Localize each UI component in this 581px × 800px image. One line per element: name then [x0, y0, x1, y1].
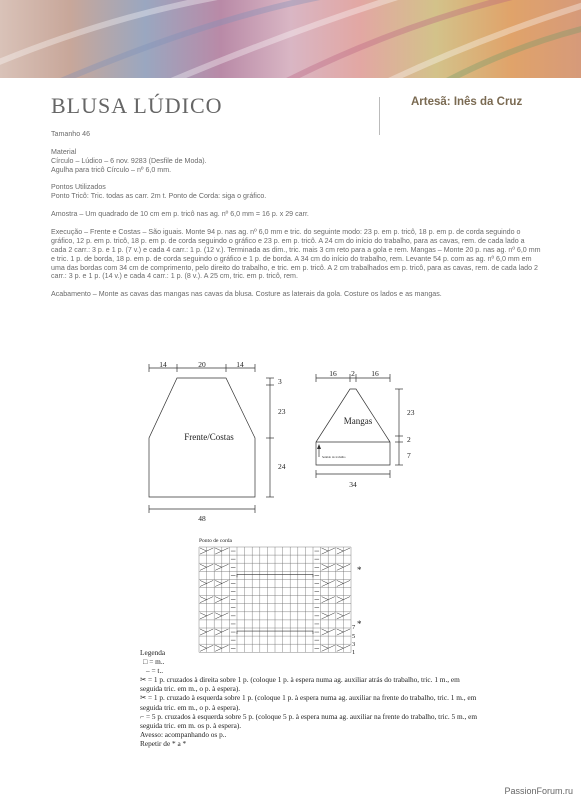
execution-text: Execução – Frente e Costas – São iguais. Monte 94 p. nas ag. nº 6,0 mm e tric. do seguinte modo: 23 p. em p. tricô, 18 p. em p. de corda seguindo o gráfico, 12 p. em p. tricô, 18 p. em p. de corda seguindo o gráfico e 23 p. em p. tricô. A 24 cm do início do trabalho, para as cavas, rem. de cada lado a cada 2 carr.: 3 p. e 1 p. (7 v.) e cada 4 carr.: 1 p. (12 v.). Terminada as dim., tric. mais 3 cm reto para a gola e rem. Mangas – Monte 20 p. nas ag. nº 6,0 mm e tric. 1 p. de borda, 18 p. em p. de corda seguindo o gráfico e 1 p. de borda. A 34 cm do início do trabalho, rem. Levante 54 p. com as ag. nº 6,0 mm em uma das bordas com 34 cm de comprimento, pelo direito do trabalho, e tric. em p. tricô. A 2 cm trabalhados em p. tricô, para as cavas, rem. de cada lado 2 carr.: 3 p. e 1 p. (14 v.) e cada 4 carr.: 1 p. (8 v.). A 25 cm, tric. em p. tricô, rem.: [51, 227, 541, 281]
stitches-heading: Pontos Utilizados: [51, 183, 106, 192]
chart-title: Ponto de corda: [199, 538, 232, 544]
chart-row-label: *: [357, 619, 362, 629]
material-line: Círculo – Lúdico – 6 nov. 9283 (Desfile de Moda).: [51, 156, 207, 165]
watermark: PassionForum.ru: [504, 786, 573, 796]
legend-item: Repetir de * a *: [140, 738, 187, 748]
cable-icon: ⌐: [140, 711, 146, 721]
chart-row-label: 5: [352, 633, 356, 640]
front-back-label: Frente/Costas: [184, 432, 234, 442]
dim-sleeve-right-bottom: 7: [407, 451, 411, 460]
dim-sleeve-top-left: 16: [329, 369, 337, 378]
dim-front-right-top: 3: [278, 377, 282, 386]
dim-sleeve-right-top: 23: [407, 408, 415, 417]
cross-left-icon: ✂︎: [140, 693, 148, 703]
legend-item: ⌐ = 5 p. cruzados à esquerda sobre 5 p. (coloque 5 p. à espera numa ag. auxiliar na frente do trabalho, tric. 5 m., em seguida tric. em m. os p. à espera).: [140, 711, 478, 730]
direction-label: Sentido do trabalho: [322, 455, 346, 459]
cross-right-icon: ✂︎: [140, 675, 148, 685]
dim-sleeve-right-mid: 2: [407, 435, 411, 444]
dim-sleeve-top-right: 16: [371, 369, 379, 378]
size-text: Tamanho 46: [51, 130, 91, 138]
chart-row-label: 7: [352, 624, 356, 631]
legend-item: □ = m..: [143, 657, 165, 667]
legend: [140, 648, 480, 748]
dim-front-top-right: 14: [236, 360, 244, 369]
material-line: Agulha para tricô Círculo – nº 6,0 mm.: [51, 165, 172, 174]
artisan-name: Artesã: Inês da Cruz: [411, 96, 523, 108]
dim-front-top-left: 14: [159, 360, 167, 369]
finishing-text: Acabamento – Monte as cavas das mangas nas cavas da blusa. Costure as laterais da gola. Costure os lados e as mangas.: [51, 290, 442, 299]
stitch-chart-grid: [199, 547, 351, 652]
chart-row-label: 3: [352, 641, 356, 648]
legend-item: – = t..: [146, 666, 164, 676]
page-title: BLUSA LÚDICO: [51, 93, 223, 118]
legend-item: ✂︎ = 1 p. cruzado à esquerda sobre 1 p. (coloque 1 p. à espera numa ag. auxiliar na frente do trabalho, tric. 1 m., em seguida tric. em m., o p. à espera).: [140, 693, 477, 712]
sleeve-outline: [316, 389, 390, 465]
dim-front-right-mid: 23: [278, 407, 286, 416]
dim-front-bottom: 48: [198, 514, 206, 523]
gauge-text: Amostra – Um quadrado de 10 cm em p. tricô nas ag. nº 6,0 mm = 16 p. x 29 carr.: [51, 210, 309, 219]
legend-item: Avesso: acompanhando os p..: [140, 729, 227, 739]
dim-front-right-bottom: 24: [278, 462, 286, 471]
chart-row-label: *: [357, 565, 362, 575]
chart-row-label: 1: [352, 649, 356, 656]
sleeve-label: Mangas: [343, 416, 373, 426]
arrow-head-icon: [317, 444, 321, 449]
material-heading: Material: [51, 147, 77, 156]
legend-heading: Legenda: [140, 648, 166, 657]
dim-front-top-mid: 20: [198, 360, 206, 369]
dim-sleeve-top-mid: 2: [351, 369, 355, 378]
dim-sleeve-bottom: 34: [349, 480, 357, 489]
legend-item: ✂︎ = 1 p. cruzados à direita sobre 1 p. (coloque 1 p. à espera numa ag. auxiliar atrás do trabalho, tric. 1 m., em seguida tric. em m., o p. à espera).: [140, 675, 460, 694]
stitches-line: Ponto Tricô: Tric. todas as carr. 2m t. Ponto de Corda: siga o gráfico.: [51, 192, 267, 201]
